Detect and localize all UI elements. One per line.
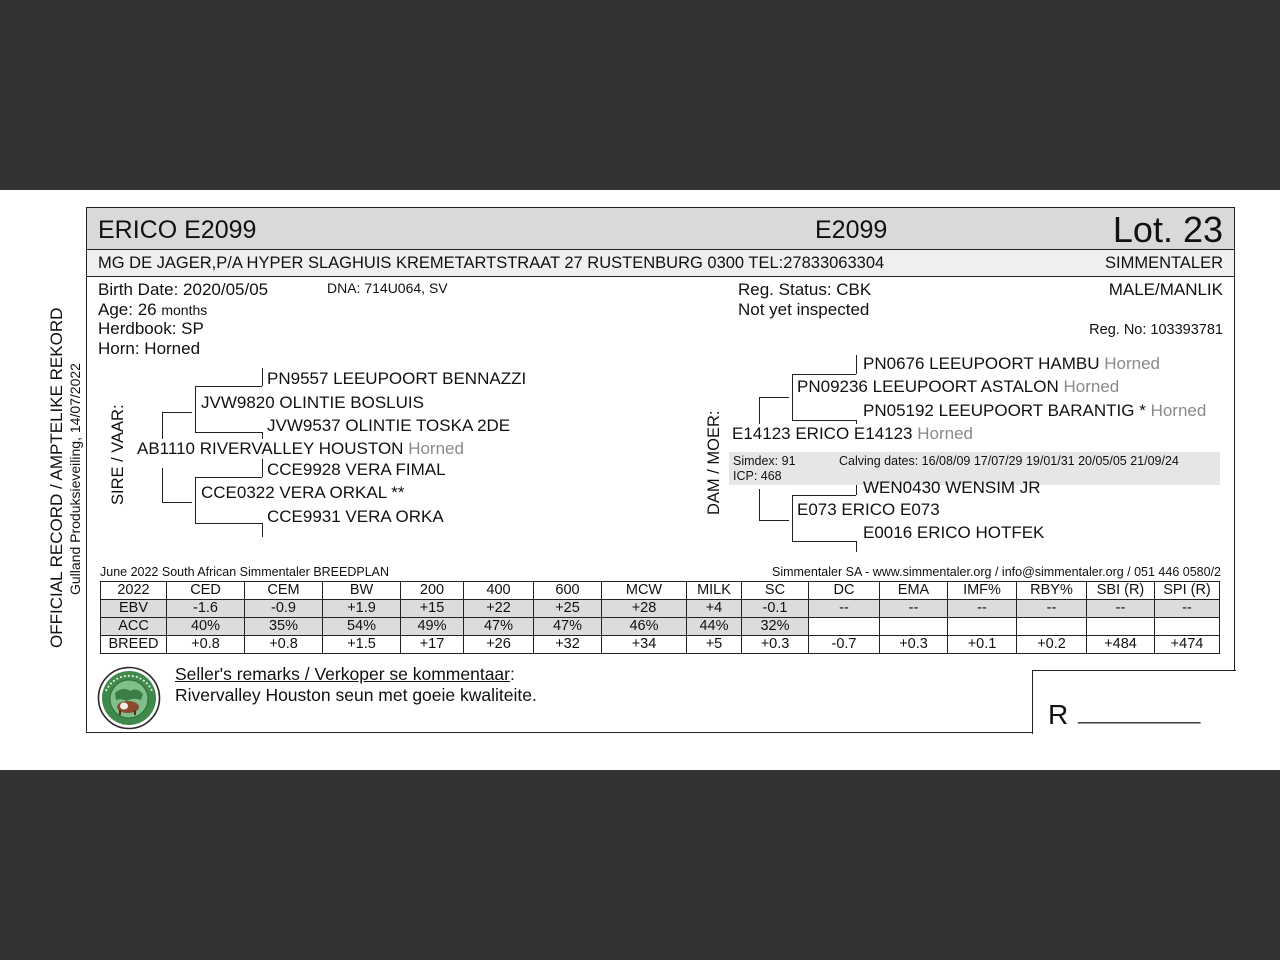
- breed-cell: +0.8: [245, 636, 323, 654]
- birth-date: Birth Date: 2020/05/05: [98, 280, 269, 299]
- ebv-cell: -0.1: [742, 600, 809, 618]
- ebv-cell: --: [1087, 600, 1155, 618]
- pedigree-line: [792, 374, 856, 375]
- animal-id: E2099: [815, 216, 888, 244]
- dam-sire-dam-name: PN05192 LEEUPOORT BARANTIG *: [863, 401, 1146, 420]
- breed-cell: +34: [602, 636, 687, 654]
- auction-text: Gulland Produksieveiling, 14/07/2022: [67, 363, 83, 595]
- simmentaler-logo-icon: [97, 666, 161, 730]
- ebv-header-cell: MCW: [602, 582, 687, 600]
- ebv-cell: +1.9: [323, 600, 401, 618]
- lot-number: Lot. 23: [1112, 209, 1223, 250]
- sire-dam-sire: CCE9928 VERA FIMAL: [267, 460, 446, 479]
- pedigree-line: [759, 489, 760, 520]
- acc-cell: 46%: [602, 618, 687, 636]
- ebv-cell: --: [948, 600, 1017, 618]
- sire-dam-dam: CCE9931 VERA ORKA: [267, 507, 444, 526]
- herdbook: Herdbook: SP: [98, 319, 204, 338]
- sire-sire-sire: PN9557 LEEUPOORT BENNAZZI: [267, 369, 527, 388]
- sire-name: AB1110 RIVERVALLEY HOUSTON: [137, 439, 404, 458]
- dam-horn: Horned: [917, 424, 974, 443]
- horn-status: Horn: Horned: [98, 339, 201, 358]
- breed-cell: BREED: [101, 636, 167, 654]
- ebv-cell: --: [1017, 600, 1087, 618]
- title-bar: [87, 208, 1234, 250]
- acc-cell: 32%: [742, 618, 809, 636]
- ebv-cell: +28: [602, 600, 687, 618]
- ebv-header-cell: DC: [809, 582, 880, 600]
- acc-cell: [948, 618, 1017, 636]
- dam-sire-dam-horn: Horned: [1150, 401, 1207, 420]
- pedigree-line: [792, 374, 793, 420]
- ebv-cell: -1.6: [167, 600, 245, 618]
- pedigree-line: [195, 523, 262, 524]
- remarks-heading: Seller's remarks / Verkoper se kommentaar: [175, 664, 510, 684]
- ebv-header-cell: CEM: [245, 582, 323, 600]
- price-blank: __________: [1078, 699, 1201, 724]
- ebv-header-cell: BW: [323, 582, 401, 600]
- dam-sire-sire: [863, 354, 1160, 374]
- simdex: Simdex: 91: [733, 454, 796, 468]
- animal-card: [86, 207, 1235, 733]
- owner-bar: [87, 250, 1234, 277]
- sire-sire-dam: JVW9537 OLINTIE TOSKA 2DE: [267, 416, 511, 435]
- acc-cell: 35%: [245, 618, 323, 636]
- price-currency: R: [1048, 699, 1069, 730]
- ebv-cell: +25: [534, 600, 602, 618]
- age-unit: months: [161, 302, 208, 318]
- pedigree-line: [792, 495, 793, 541]
- sheet: [0, 190, 1280, 770]
- inspection-status: Not yet inspected: [738, 300, 870, 319]
- ebv-header-cell: IMF%: [948, 582, 1017, 600]
- breed-cell: +0.3: [880, 636, 948, 654]
- ebv-row: [101, 600, 1220, 618]
- dam-name: E14123 ERICO E14123: [732, 424, 913, 443]
- sire: [137, 439, 464, 459]
- dam-sire-sire-horn: Horned: [1104, 354, 1161, 373]
- breed-cell: +1.5: [323, 636, 401, 654]
- ebv-cell: EBV: [101, 600, 167, 618]
- pedigree-line: [792, 495, 856, 496]
- ebv-header-cell: RBY%: [1017, 582, 1087, 600]
- breedplan-caption: June 2022 South African Simmentaler BREEDPLAN: [100, 565, 390, 579]
- reg-status: Reg. Status: CBK: [738, 280, 872, 299]
- owner-address: MG DE JAGER,P/A HYPER SLAGHUIS KREMETARTSTRAAT 27 RUSTENBURG 0300 TEL:27833063304: [98, 254, 885, 272]
- ebv-header-cell: SBI (R): [1087, 582, 1155, 600]
- ebv-header-cell: MILK: [687, 582, 742, 600]
- remarks-text: Rivervalley Houston seun met goeie kwaliteite.: [175, 685, 537, 705]
- acc-cell: [880, 618, 948, 636]
- ebv-cell: --: [880, 600, 948, 618]
- ebv-cell: +22: [464, 600, 534, 618]
- pedigree-line: [759, 397, 789, 398]
- pedigree-line: [195, 386, 196, 432]
- dam-dam: E073 ERICO E073: [797, 500, 940, 519]
- ebv-header-cell: CED: [167, 582, 245, 600]
- breed-row: [101, 636, 1220, 654]
- acc-cell: 54%: [323, 618, 401, 636]
- dna-info: DNA: 714U064, SV: [327, 280, 448, 296]
- pedigree-line: [195, 432, 262, 433]
- ebv-header-cell: EMA: [880, 582, 948, 600]
- breed-cell: +0.1: [948, 636, 1017, 654]
- acc-cell: 49%: [401, 618, 464, 636]
- remarks-heading-line: [175, 664, 515, 685]
- acc-row: [101, 618, 1220, 636]
- pedigree-line: [195, 477, 196, 523]
- breed-cell: +0.8: [167, 636, 245, 654]
- breed-cell: +0.3: [742, 636, 809, 654]
- dam-sire: [797, 377, 1119, 397]
- icp: ICP: 468: [733, 469, 782, 483]
- price-box[interactable]: [1032, 670, 1236, 734]
- ebv-cell: -0.9: [245, 600, 323, 618]
- sire-sire: JVW9820 OLINTIE BOSLUIS: [201, 393, 424, 412]
- breed-cell: -0.7: [809, 636, 880, 654]
- pedigree-line: [195, 386, 262, 387]
- ebv-cell: +15: [401, 600, 464, 618]
- dam-sire-sire-name: PN0676 LEEUPOORT HAMBU: [863, 354, 1100, 373]
- acc-cell: [1155, 618, 1220, 636]
- acc-cell: ACC: [101, 618, 167, 636]
- sire-dam: CCE0322 VERA ORKAL **: [201, 483, 405, 502]
- pedigree-line: [262, 523, 263, 537]
- pedigree-line: [162, 412, 192, 413]
- simmentaler-contact: Simmentaler SA - www.simmentaler.org / info@simmentaler.org / 051 446 0580/2: [771, 565, 1221, 579]
- dam-dam-dam: E0016 ERICO HOTFEK: [863, 523, 1045, 542]
- pedigree-line: [856, 541, 857, 552]
- breed-cell: +32: [534, 636, 602, 654]
- ebv-header-cell: 2022: [101, 582, 167, 600]
- sex: MALE/MANLIK: [1108, 280, 1223, 299]
- animal-name: ERICO E2099: [98, 216, 257, 244]
- pedigree-line: [856, 355, 857, 374]
- official-record-text: OFFICIAL RECORD / AMPTELIKE REKORD: [47, 307, 66, 648]
- breed-cell: +26: [464, 636, 534, 654]
- ebv-header-cell: 200: [401, 582, 464, 600]
- ebv-header-cell: 400: [464, 582, 534, 600]
- pedigree-line: [759, 520, 789, 521]
- dam-sire-name: PN09236 LEEUPOORT ASTALON: [797, 377, 1059, 396]
- remarks-colon: :: [510, 664, 515, 684]
- ebv-header-cell: SC: [742, 582, 809, 600]
- pedigree-line: [162, 468, 163, 502]
- breed-cell: +5: [687, 636, 742, 654]
- age: [98, 300, 207, 320]
- pedigree-line: [195, 477, 262, 478]
- acc-cell: 47%: [464, 618, 534, 636]
- ebv-header-row: [101, 582, 1220, 600]
- ebv-cell: --: [1155, 600, 1220, 618]
- sire-horn: Horned: [408, 439, 464, 458]
- acc-cell: 44%: [687, 618, 742, 636]
- acc-cell: [1087, 618, 1155, 636]
- reg-number: Reg. No: 103393781: [1089, 322, 1223, 338]
- acc-cell: 40%: [167, 618, 245, 636]
- ebv-cell: +4: [687, 600, 742, 618]
- pedigree-line: [162, 502, 192, 503]
- sire-label: SIRE / VAAR:: [109, 404, 127, 505]
- breed-cell: +484: [1087, 636, 1155, 654]
- pedigree-line: [262, 368, 263, 386]
- ebv-table: [100, 581, 1220, 654]
- acc-cell: [1017, 618, 1087, 636]
- calving-dates: Calving dates: 16/08/09 17/07/29 19/01/31 20/05/05 21/09/24: [839, 454, 1179, 468]
- dam-sire-horn: Horned: [1063, 377, 1120, 396]
- pedigree-line: [262, 458, 263, 477]
- dam-sire-dam: [863, 401, 1206, 421]
- pedigree-line: [792, 541, 856, 542]
- dam: [732, 424, 973, 444]
- acc-cell: 47%: [534, 618, 602, 636]
- age-value: Age: 26: [98, 300, 157, 319]
- pedigree-line: [792, 420, 856, 421]
- ebv-cell: --: [809, 600, 880, 618]
- breed-name: SIMMENTALER: [1105, 254, 1223, 272]
- dam-label: DAM / MOER:: [705, 410, 723, 515]
- acc-cell: [809, 618, 880, 636]
- ebv-header-cell: 600: [534, 582, 602, 600]
- pedigree-line: [759, 397, 760, 427]
- dam-dam-sire: WEN0430 WENSIM JR: [863, 478, 1041, 497]
- ebv-header-cell: SPI (R): [1155, 582, 1220, 600]
- breed-cell: +17: [401, 636, 464, 654]
- breed-cell: +474: [1155, 636, 1220, 654]
- breed-cell: +0.2: [1017, 636, 1087, 654]
